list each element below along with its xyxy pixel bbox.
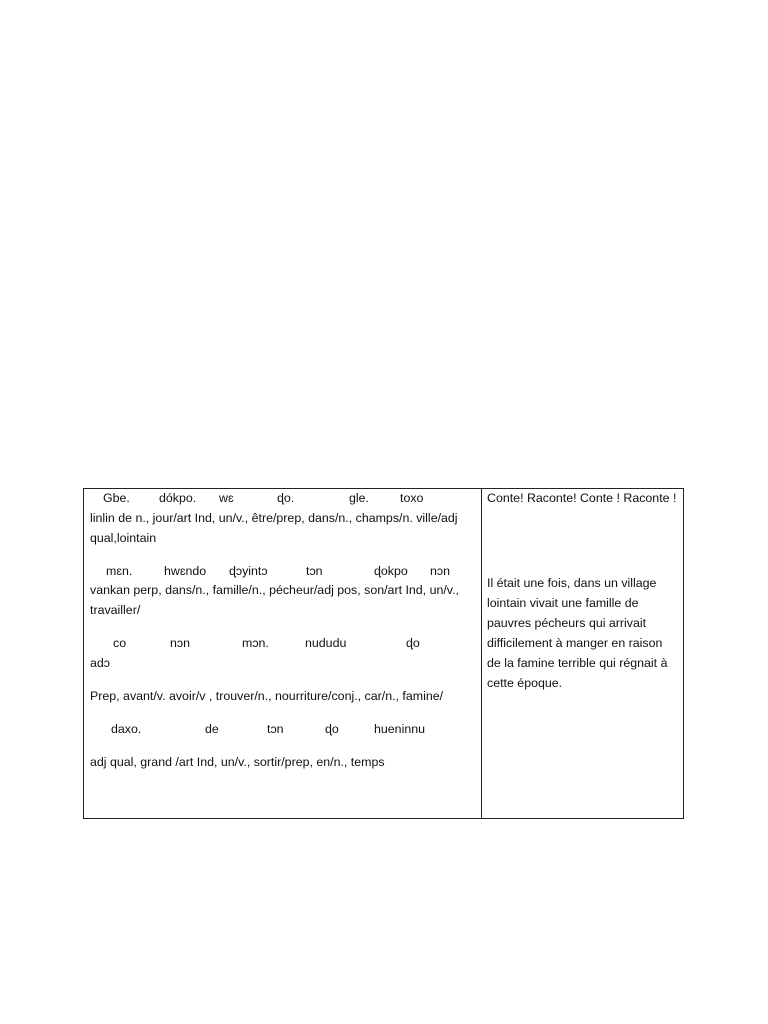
word: nududu — [305, 636, 347, 650]
word: ɖo — [406, 636, 420, 650]
word: daxo. — [111, 722, 142, 736]
gloss-3: Prep, avant/v. avoir/v , trouver/n., nourriture/conj., car/n., famine/ — [90, 689, 444, 703]
word: tɔn — [267, 722, 284, 736]
word: Gbe. — [103, 491, 130, 505]
gloss-4: adj qual, grand /art Ind, un/v., sortir/prep, en/n., temps — [90, 755, 385, 769]
word: ɖɔyintɔ — [229, 564, 268, 578]
word: de — [205, 722, 219, 736]
gloss-2: vankan perp, dans/n., famille/n., pécheur/adj pos, son/art Ind, un/v., travailler/ — [90, 583, 459, 617]
word: nɔn — [430, 564, 450, 578]
word: ɖo. — [277, 491, 295, 505]
word: wɛ — [219, 491, 234, 505]
word: ɖokpo — [374, 564, 408, 578]
word: mɔn. — [242, 636, 269, 650]
word-row-4 — [84, 719, 481, 739]
word: nɔn — [170, 636, 190, 650]
story-heading: Conte! Raconte! Conte ! Raconte ! — [487, 491, 677, 505]
interlinear-table — [83, 488, 684, 819]
extra-word: adɔ — [90, 656, 110, 670]
word: tɔn — [306, 564, 323, 578]
interlinear-column — [84, 489, 482, 818]
word-row-2 — [84, 561, 481, 581]
story-translation: Il était une fois, dans un village lointain vivait une famille de pauvres pécheurs qui arrivait difficilement à manger en raison de la famine terrible qui régnait à cette époque. — [487, 576, 668, 690]
word: co — [113, 636, 127, 650]
word-row-3 — [84, 633, 481, 653]
word-row-1 — [84, 488, 481, 508]
word: hueninnu — [374, 722, 425, 736]
word: ɖo — [325, 722, 339, 736]
word: dókpo. — [159, 491, 197, 505]
word: toxo — [400, 491, 424, 505]
word: mɛn. — [106, 564, 133, 578]
translation-column — [482, 489, 683, 818]
word: hwɛndo — [164, 564, 207, 578]
gloss-1: linlin de n., jour/art Ind, un/v., être/prep, dans/n., champs/n. ville/adj qual,lointain — [90, 511, 458, 545]
word: gle. — [349, 491, 369, 505]
